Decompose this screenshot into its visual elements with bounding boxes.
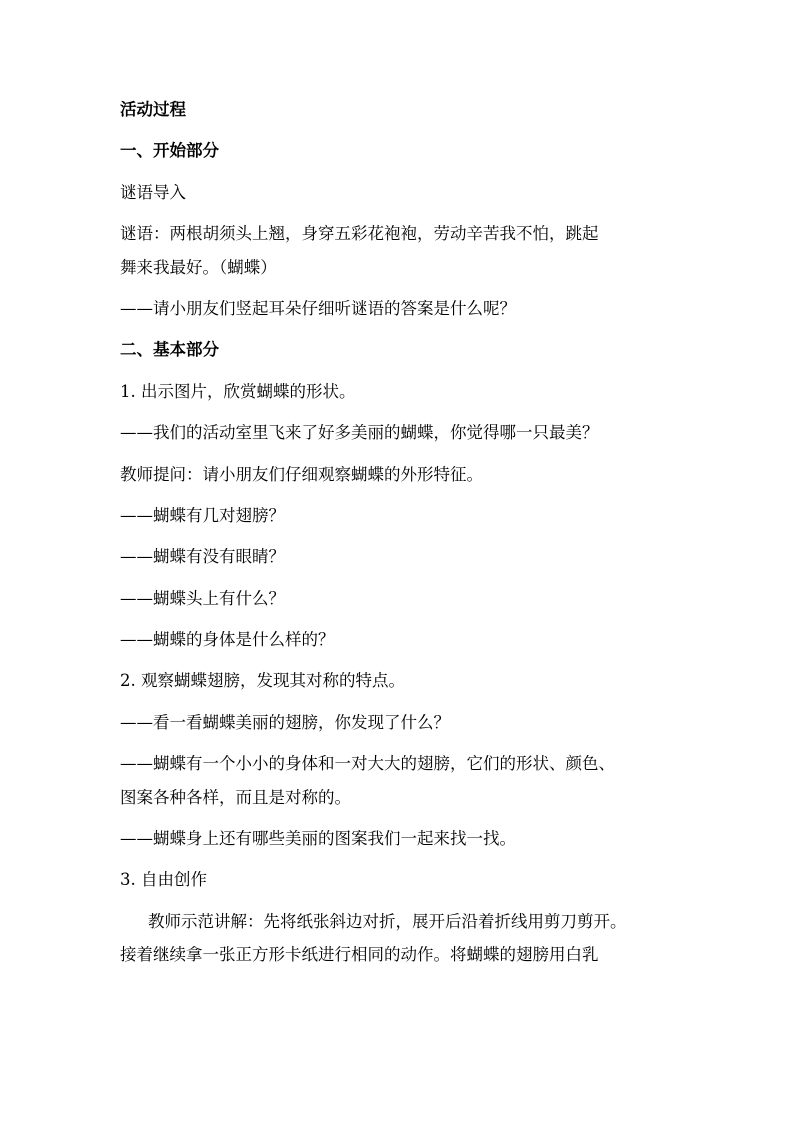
- paragraph-symmetry-line-1: ——蝴蝶有一个小小的身体和一对大大的翅膀，它们的形状、颜色、: [120, 754, 615, 774]
- question-body-shape: ——蝴蝶的身体是什么样的？: [120, 630, 335, 650]
- step-3-free-creation: 3. 自由创作: [120, 870, 207, 890]
- heading-start-part: 一、开始部分: [120, 141, 219, 161]
- section-title-activity-process: 活动过程: [120, 100, 186, 119]
- question-wings-count: ——蝴蝶有几对翅膀？: [120, 505, 285, 525]
- question-most-beautiful: ——我们的活动室里飞来了好多美丽的蝴蝶，你觉得哪一只最美？: [120, 423, 599, 443]
- question-eyes: ——蝴蝶有没有眼睛？: [120, 547, 285, 567]
- step-1-show-pictures: 1. 出示图片，欣赏蝴蝶的形状。: [120, 381, 356, 401]
- paragraph-riddle-line-2: 舞来我最好。（蝴蝶）: [120, 257, 277, 277]
- paragraph-demo-line-1: 教师示范讲解：先将纸张斜边对折，展开后沿着折线用剪刀剪开。: [148, 911, 627, 931]
- paragraph-symmetry-line-2: 图案各种各样，而且是对称的。: [120, 787, 351, 807]
- subheading-riddle-intro: 谜语导入: [120, 182, 186, 202]
- teacher-question-observe: 教师提问：请小朋友们仔细观察蝴蝶的外形特征。: [120, 464, 483, 484]
- heading-basic-part: 二、基本部分: [120, 340, 219, 360]
- question-wings-discovery: ——看一看蝴蝶美丽的翅膀，你发现了什么？: [120, 712, 450, 732]
- step-2-observe-wings: 2. 观察蝴蝶翅膀，发现其对称的特点。: [120, 671, 405, 691]
- paragraph-demo-line-2: 接着继续拿一张正方形卡纸进行相同的动作。将蝴蝶的翅膀用白乳: [120, 945, 599, 965]
- question-head: ——蝴蝶头上有什么？: [120, 588, 285, 608]
- document-body: [120, 100, 700, 987]
- question-riddle-answer: ——请小朋友们竖起耳朵仔细听谜语的答案是什么呢？: [120, 298, 516, 318]
- question-patterns: ——蝴蝶身上还有哪些美丽的图案我们一起来找一找。: [120, 829, 516, 849]
- paragraph-riddle-line-1: 谜语：两根胡须头上翘，身穿五彩花袍袍，劳动辛苦我不怕，跳起: [120, 224, 599, 244]
